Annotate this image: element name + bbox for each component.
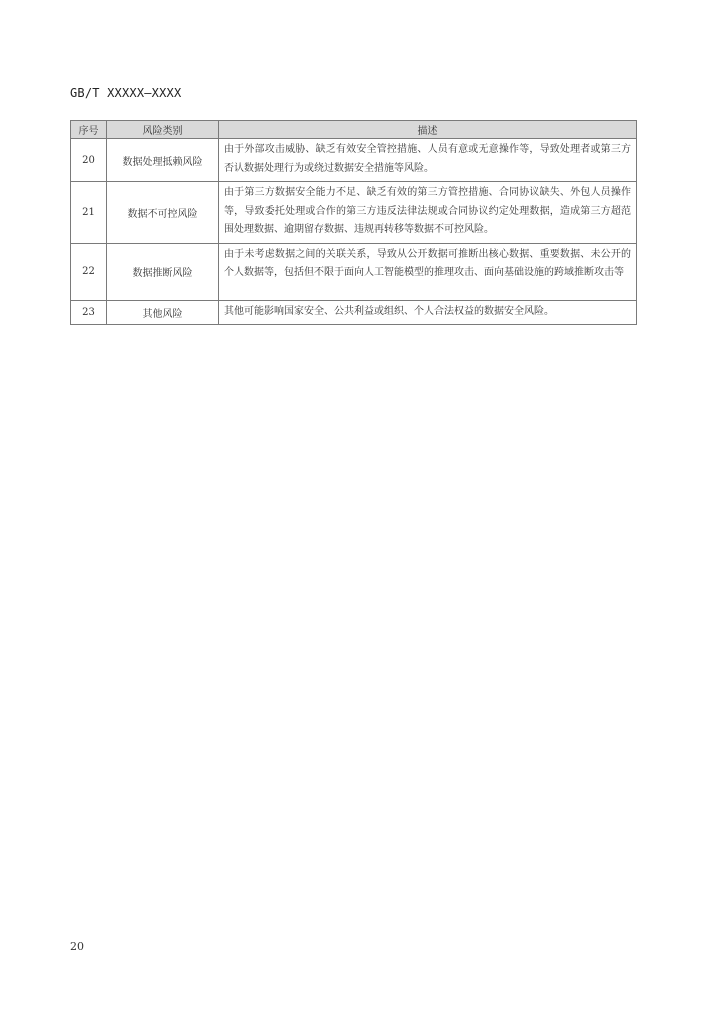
table-row [71,182,637,244]
risk-description: 由于外部攻击威胁、缺乏有效安全管控措施、人员有意或无意操作等，导致处理者或第三方否认数据处理行为或绕过数据安全措施等风险。 [219,139,637,182]
column-header-category: 风险类别 [107,121,219,139]
row-number: 20 [71,139,107,182]
row-number: 22 [71,243,107,300]
risk-category: 数据处理抵赖风险 [107,139,219,182]
risk-description: 由于未考虑数据之间的关联关系，导致从公开数据可推断出核心数据、重要数据、未公开的个人数据等，包括但不限于面向人工智能模型的推理攻击、面向基础设施的跨域推断攻击等 [219,243,637,300]
risk-category: 其他风险 [107,300,219,325]
risk-category: 数据不可控风险 [107,182,219,244]
table-row [71,300,637,325]
row-number: 21 [71,182,107,244]
column-header-description: 描述 [219,121,637,139]
table-row [71,139,637,182]
table-header-row [71,121,637,139]
standard-code-header: GB/T XXXXX—XXXX [70,86,182,100]
risk-description: 由于第三方数据安全能力不足、缺乏有效的第三方管控措施、合同协议缺失、外包人员操作等，导致委托处理或合作的第三方违反法律法规或合同协议约定处理数据，造成第三方超范围处理数据、逾期留存数据、违规再转移等数据不可控风险。 [219,182,637,244]
risk-category: 数据推断风险 [107,243,219,300]
table-row [71,243,637,300]
row-number: 23 [71,300,107,325]
risk-table [70,120,637,325]
page-number: 20 [70,940,84,953]
risk-description: 其他可能影响国家安全、公共利益或组织、个人合法权益的数据安全风险。 [219,300,637,325]
column-header-no: 序号 [71,121,107,139]
